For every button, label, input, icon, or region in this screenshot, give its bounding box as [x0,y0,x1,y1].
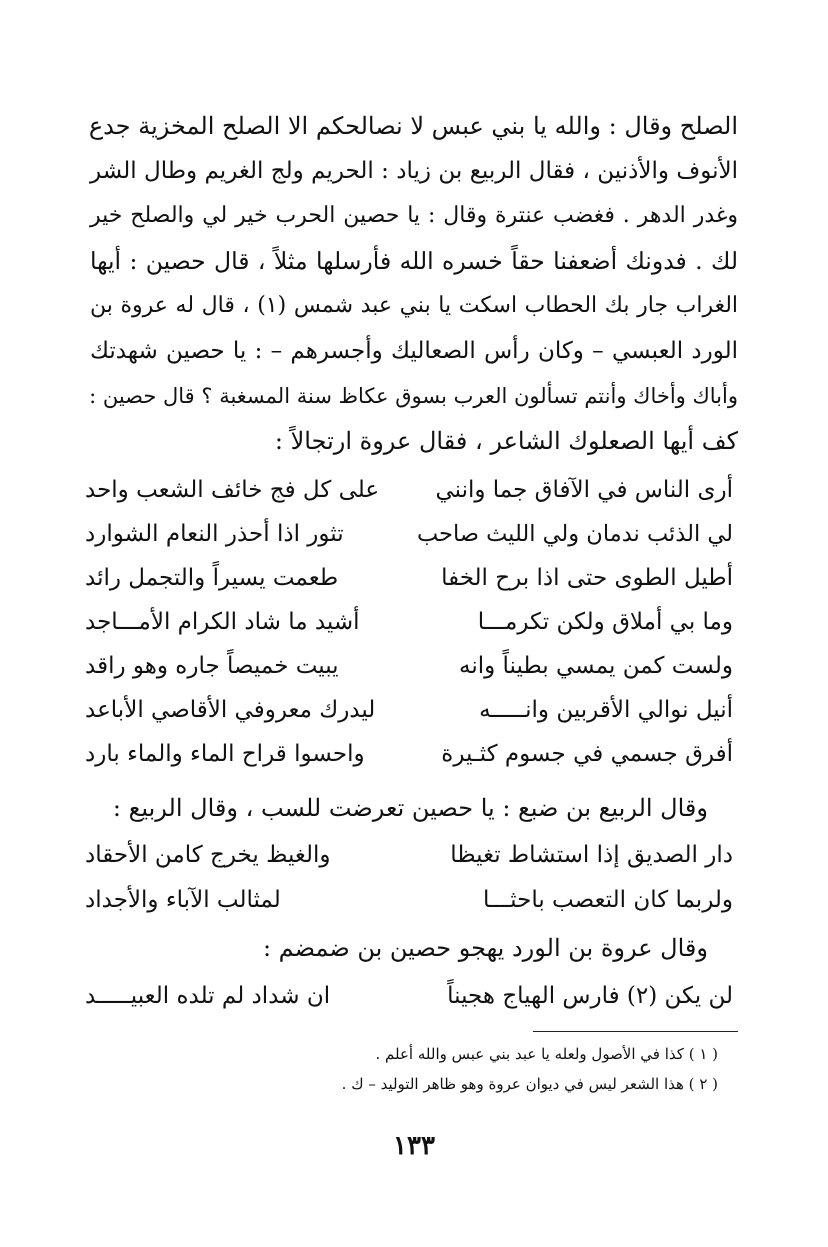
verse-second-hemistich: لمثالب الآباء والأجداد [85,887,281,913]
prose-line: الصلح وقال : والله يا بني عبس لا نصالحكم الا الصلح المخزية جدع [88,112,738,140]
footnote-divider [533,1031,738,1032]
intro-line: وقال الربيع بن ضبع : يا حصين تعرضت للسب ، وقال الربيع : [112,794,708,822]
verse-first-hemistich: أرى الناس في الآفاق جما وانني [435,477,733,503]
prose-line: وأباك وأخاك وأنتم تسألون العرب بسوق عكاظ سنة المسغبة ؟ قال حصين : [89,384,738,408]
prose-line: كف أيها الصعلوك الشاعر ، فقال عروة ارتجالاً : [274,427,738,455]
verse-second-hemistich: ان شداد لم تلده العبيـــــد [85,983,331,1009]
intro-line: وقال عروة بن الورد يهجو حصين بن ضمضم : [262,934,708,962]
verse-first-hemistich: أنيل نوالي الأقربين وانـــــه [479,697,733,723]
verse-first-hemistich: لي الذئب ندمان ولي الليث صاحب [416,521,733,547]
prose-line: الغراب جار بك الحطاب اسكت يا بني عبد شمس (١) ، قال له عروة بن [90,293,739,318]
footnote: ( ٢ ) هذا الشعر ليس في ديوان عروة وهو ظاهر التوليد – ك . [341,1075,718,1093]
verse-second-hemistich: طعمت يسيراً والتجمل رائد [85,565,339,591]
verse-first-hemistich: أطيل الطوى حتى اذا برح الخفا [441,565,733,591]
prose-line: وغدر الدهر . فغضب عنترة وقال : يا حصين الحرب خير لي والصلح خير [90,203,738,228]
verse-first-hemistich: لن يكن (٢) فارس الهياج هجيناً [447,983,733,1009]
verse-first-hemistich: ولست كمن يمسي بطيناً وانه [459,653,733,679]
verse-first-hemistich: وما بي أملاق ولكن تكرمـــا [477,609,733,635]
verse-second-hemistich: تثور اذا أحذر النعام الشوارد [85,521,344,547]
page-number: ١٣٣ [393,1131,435,1161]
verse-second-hemistich: يبيت خميصاً جاره وهو راقد [85,653,339,679]
verse-second-hemistich: والغيظ يخرج كامن الأحقاد [85,842,331,868]
verse-second-hemistich: واحسوا قراح الماء والماء بارد [85,741,365,767]
verse-second-hemistich: أشيد ما شاد الكرام الأمـــاجد [85,609,360,635]
verse-first-hemistich: ولربما كان التعصب باحثـــا [482,887,733,913]
prose-line: لك . فدونك أضعفنا حقاً خسره الله فأرسلها مثلاً ، قال حصين : أيها [90,247,738,275]
footnote: ( ١ ) كذا في الأصول ولعله يا عبد بني عبس والله أعلم . [375,1045,718,1063]
verse-first-hemistich: دار الصديق إذا استشاط تغيظا [450,842,733,868]
prose-line: الأنوف والأذنين ، فقال الربيع بن زياد : الحريم ولج الغريم وطال الشر [90,158,738,184]
verse-second-hemistich: ليدرك معروفي الأقاصي الأباعد [85,697,376,723]
prose-line: الورد العبسي – وكان رأس الصعاليك وأجسرهم – : يا حصين شهدتك [90,338,738,364]
verse-second-hemistich: على كل فج خائف الشعب واحد [85,477,380,503]
verse-first-hemistich: أفرق جسمي في جسوم كثـيرة [441,741,733,767]
